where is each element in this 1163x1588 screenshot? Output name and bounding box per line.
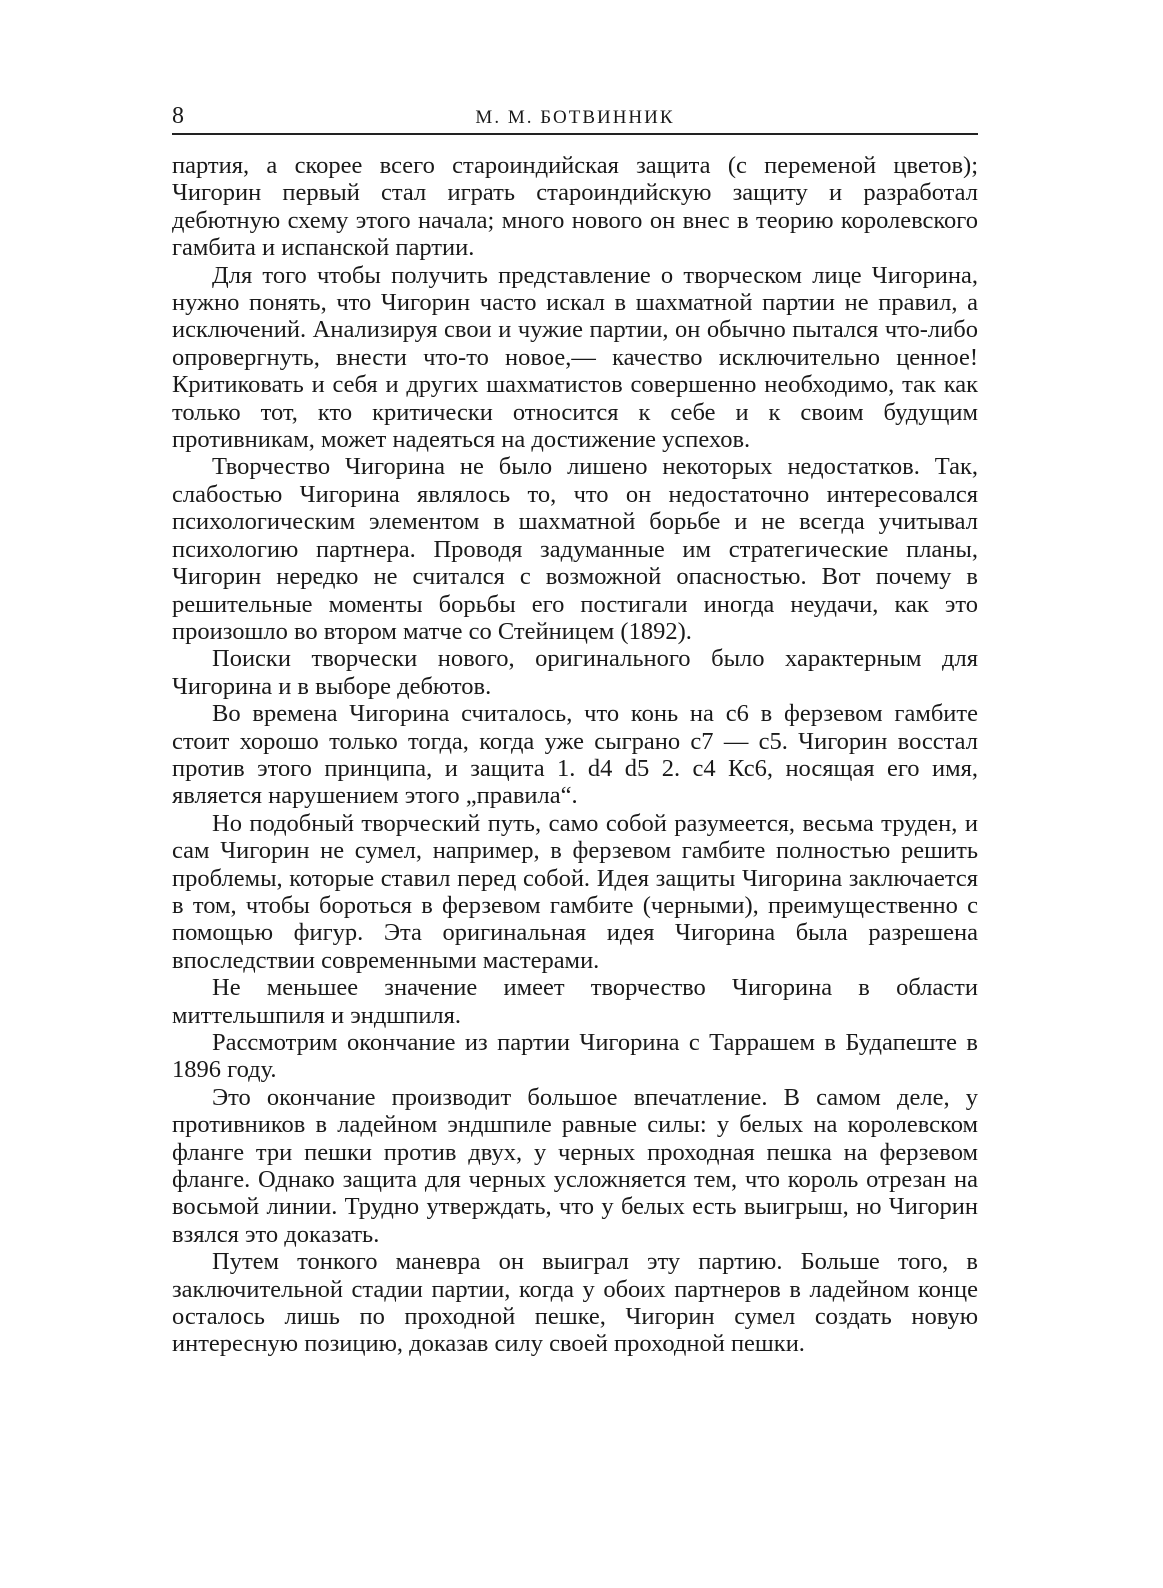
- paragraph-3: Творчество Чигорина не было лишено некоторых недостатков. Так, слабостью Чигорина являлось то, что он недостаточно интересовался психологическим элементом в шахматной борьбе и не всегда учитывал психологию партнера. Проводя задуманные им стратегические планы, Чигорин нередко не считался с возможной опасностью. Вот почему в решительные моменты борьбы его постигали иногда неудачи, как это произошло во втором матче со Стейницем (1892).: [172, 453, 978, 645]
- paragraph-1: партия, а скорее всего староиндийская защита (с переменой цветов); Чигорин первый стал играть староиндийскую защиту и разработал дебютную схему этого начала; много нового он внес в теорию королевского гамбита и испанской партии.: [172, 152, 978, 262]
- page-number: 8: [172, 103, 184, 129]
- paragraph-5: Во времена Чигорина считалось, что конь на с6 в ферзевом гамбите стоит хорошо только тогда, когда уже сыграно с7 — с5. Чигорин восстал против этого принципа, и защита 1. d4 d5 2. с4 Кс6, носящая его имя, является нарушением этого „правила“.: [172, 700, 978, 810]
- paragraph-7: Не меньшее значение имеет творчество Чигорина в области миттельшпиля и эндшпиля.: [172, 974, 978, 1029]
- paragraph-8: Рассмотрим окончание из партии Чигорина с Таррашем в Будапеште в 1896 году.: [172, 1029, 978, 1084]
- paragraph-4: Поиски творчески нового, оригинального было характерным для Чигорина и в выборе дебютов.: [172, 645, 978, 700]
- paragraph-10: Путем тонкого маневра он выиграл эту партию. Больше того, в заключительной стадии партии, когда у обоих партнеров в ладейном конце осталось лишь по проходной пешке, Чигорин сумел создать новую интересную позицию, доказав силу своей проходной пешки.: [172, 1248, 978, 1358]
- paragraph-9: Это окончание производит большое впечатление. В самом деле, у противников в ладейном эндшпиле равные силы: у белых на королевском фланге три пешки против двух, у черных проходная пешка на ферзевом фланге. Однако защита для черных усложняется тем, что король отрезан на восьмой линии. Трудно утверждать, что у белых есть выигрыш, но Чигорин взялся это доказать.: [172, 1083, 978, 1248]
- body-text: [172, 152, 978, 1358]
- paragraph-2: Для того чтобы получить представление о творческом лице Чигорина, нужно понять, что Чигорин часто искал в шахматной партии не правил, а исключений. Анализируя свои и чужие партии, он обычно пытался что-либо опровергнуть, внести что-то новое,— качество исключительно ценное! Критиковать и себя и других шахматистов совершенно необходимо, так как только тот, кто критически относится к себе и к своим будущим противникам, может надеяться на достижение успехов.: [172, 261, 978, 454]
- running-head-title: М. М. БОТВИННИК: [475, 107, 675, 128]
- running-head: [172, 102, 978, 132]
- header-rule: [172, 133, 978, 135]
- paragraph-6: Но подобный творческий путь, само собой разумеется, весьма труден, и сам Чигорин не сумел, например, в ферзевом гамбите полностью решить проблемы, которые ставил перед собой. Идея защиты Чигорина заключается в том, чтобы бороться в ферзевом гамбите (черными), преимущественно с помощью фигур. Эта оригинальная идея Чигорина была разрешена впоследствии современными мастерами.: [172, 809, 978, 974]
